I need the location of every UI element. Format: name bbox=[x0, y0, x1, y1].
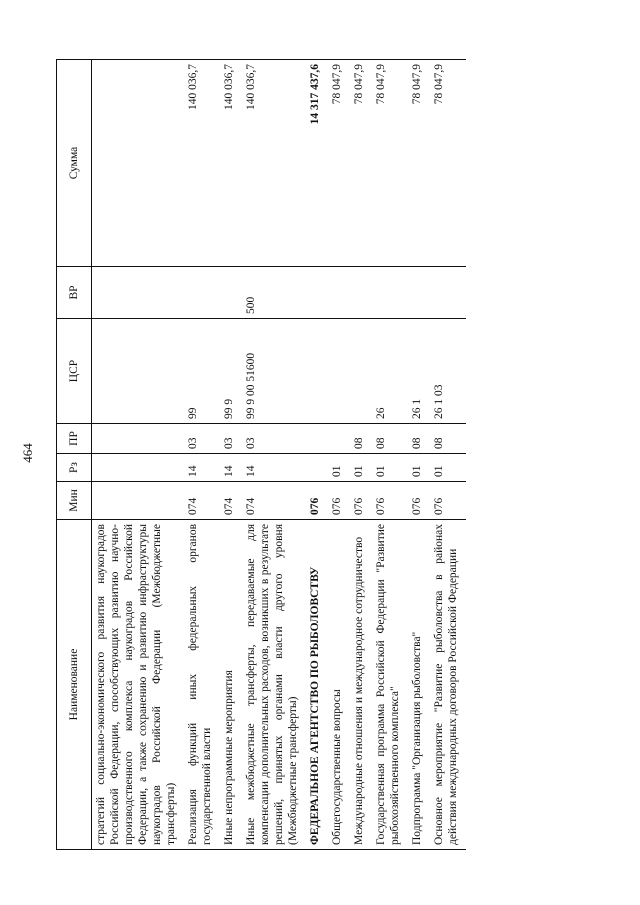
row-sum: 140 036,7 bbox=[242, 60, 306, 267]
row-rz: 01 bbox=[350, 454, 372, 482]
row-pr bbox=[306, 424, 328, 454]
row-vr bbox=[184, 267, 220, 319]
header-sum: Сумма bbox=[57, 60, 92, 267]
row-rz: 01 bbox=[430, 454, 466, 482]
row-min: 076 bbox=[430, 482, 466, 520]
rotated-page-content bbox=[56, 60, 591, 850]
page-number: 464 bbox=[20, 443, 35, 463]
table-row bbox=[92, 60, 185, 850]
row-rz bbox=[92, 454, 185, 482]
row-min: 076 bbox=[408, 482, 430, 520]
row-name: ФЕДЕРАЛЬНОЕ АГЕНТСТВО ПО РЫБОЛОВСТВУ bbox=[306, 520, 328, 850]
row-min: 076 bbox=[306, 482, 328, 520]
row-vr bbox=[306, 267, 328, 319]
row-rz: 01 bbox=[372, 454, 408, 482]
row-min: 074 bbox=[242, 482, 306, 520]
table-header-row bbox=[57, 60, 92, 850]
row-vr bbox=[220, 267, 242, 319]
row-name: Международные отношения и международное сотрудничество bbox=[350, 520, 372, 850]
table-row bbox=[350, 60, 372, 850]
row-csr: 26 1 bbox=[408, 319, 430, 424]
header-rz: Рз bbox=[57, 454, 92, 482]
row-min: 076 bbox=[328, 482, 350, 520]
row-csr: 99 9 bbox=[220, 319, 242, 424]
row-min: 076 bbox=[372, 482, 408, 520]
row-pr: 08 bbox=[430, 424, 466, 454]
row-csr: 26 1 03 bbox=[430, 319, 466, 424]
row-rz: 14 bbox=[220, 454, 242, 482]
row-vr bbox=[408, 267, 430, 319]
row-csr: 99 9 00 51600 bbox=[242, 319, 306, 424]
row-csr bbox=[92, 319, 185, 424]
row-rz: 14 bbox=[242, 454, 306, 482]
row-sum bbox=[92, 60, 185, 267]
row-rz bbox=[306, 454, 328, 482]
row-min bbox=[92, 482, 185, 520]
row-pr: 03 bbox=[184, 424, 220, 454]
row-sum: 14 317 437,6 bbox=[306, 60, 328, 267]
header-min: Мин bbox=[57, 482, 92, 520]
table-row bbox=[430, 60, 466, 850]
header-name: Наименование bbox=[57, 520, 92, 850]
row-name: Иные межбюджетные трансферты, передаваемые для компенсации дополнительных расходов, возникших в результате решений, принятых органами власти другого уровня (Межбюджетные трансферты) bbox=[242, 520, 306, 850]
row-name: Реализация функций иных федеральных органов государственной власти bbox=[184, 520, 220, 850]
header-vr: ВР bbox=[57, 267, 92, 319]
row-pr: 08 bbox=[408, 424, 430, 454]
table-row bbox=[220, 60, 242, 850]
row-vr bbox=[328, 267, 350, 319]
header-pr: ПР bbox=[57, 424, 92, 454]
row-rz: 14 bbox=[184, 454, 220, 482]
row-sum: 140 036,7 bbox=[184, 60, 220, 267]
row-name: Подпрограмма "Организация рыболовства" bbox=[408, 520, 430, 850]
table-row bbox=[408, 60, 430, 850]
row-vr bbox=[92, 267, 185, 319]
row-name: Иные непрограммные мероприятия bbox=[220, 520, 242, 850]
row-pr bbox=[328, 424, 350, 454]
table-row bbox=[242, 60, 306, 850]
header-csr: ЦСР bbox=[57, 319, 92, 424]
row-sum: 140 036,7 bbox=[220, 60, 242, 267]
row-csr: 99 bbox=[184, 319, 220, 424]
row-sum: 78 047,9 bbox=[350, 60, 372, 267]
row-rz: 01 bbox=[328, 454, 350, 482]
row-pr: 08 bbox=[372, 424, 408, 454]
row-pr: 03 bbox=[220, 424, 242, 454]
row-min: 076 bbox=[350, 482, 372, 520]
row-csr bbox=[350, 319, 372, 424]
row-sum: 78 047,9 bbox=[372, 60, 408, 267]
row-csr bbox=[306, 319, 328, 424]
row-vr bbox=[372, 267, 408, 319]
table-row bbox=[372, 60, 408, 850]
row-name: Государственная программа Российской Федерации "Развитие рыбохозяйственного комплекса" bbox=[372, 520, 408, 850]
row-csr bbox=[328, 319, 350, 424]
row-name: стратегий социально-экономического развития наукоградов Российской Федерации, способствующих развитию научно-производственного комплекса наукоградов Российской Федерации, а также сохранению и развитию инфраструктуры наукоградов Российской Федерации (Межбюджетные трансферты) bbox=[92, 520, 185, 850]
row-vr bbox=[430, 267, 466, 319]
budget-table bbox=[56, 59, 466, 850]
row-vr: 500 bbox=[242, 267, 306, 319]
table-row bbox=[184, 60, 220, 850]
row-csr: 26 bbox=[372, 319, 408, 424]
row-rz: 01 bbox=[408, 454, 430, 482]
row-min: 074 bbox=[220, 482, 242, 520]
row-min: 074 bbox=[184, 482, 220, 520]
row-pr: 03 bbox=[242, 424, 306, 454]
table-row-agency bbox=[306, 60, 328, 850]
table-row bbox=[328, 60, 350, 850]
row-pr bbox=[92, 424, 185, 454]
row-sum: 78 047,9 bbox=[408, 60, 430, 267]
row-name: Общегосударственные вопросы bbox=[328, 520, 350, 850]
row-name: Основное мероприятие "Развитие рыболовства в районах действия международных договоров Российской Федерации bbox=[430, 520, 466, 850]
row-sum: 78 047,9 bbox=[430, 60, 466, 267]
row-sum: 78 047,9 bbox=[328, 60, 350, 267]
row-vr bbox=[350, 267, 372, 319]
row-pr: 08 bbox=[350, 424, 372, 454]
